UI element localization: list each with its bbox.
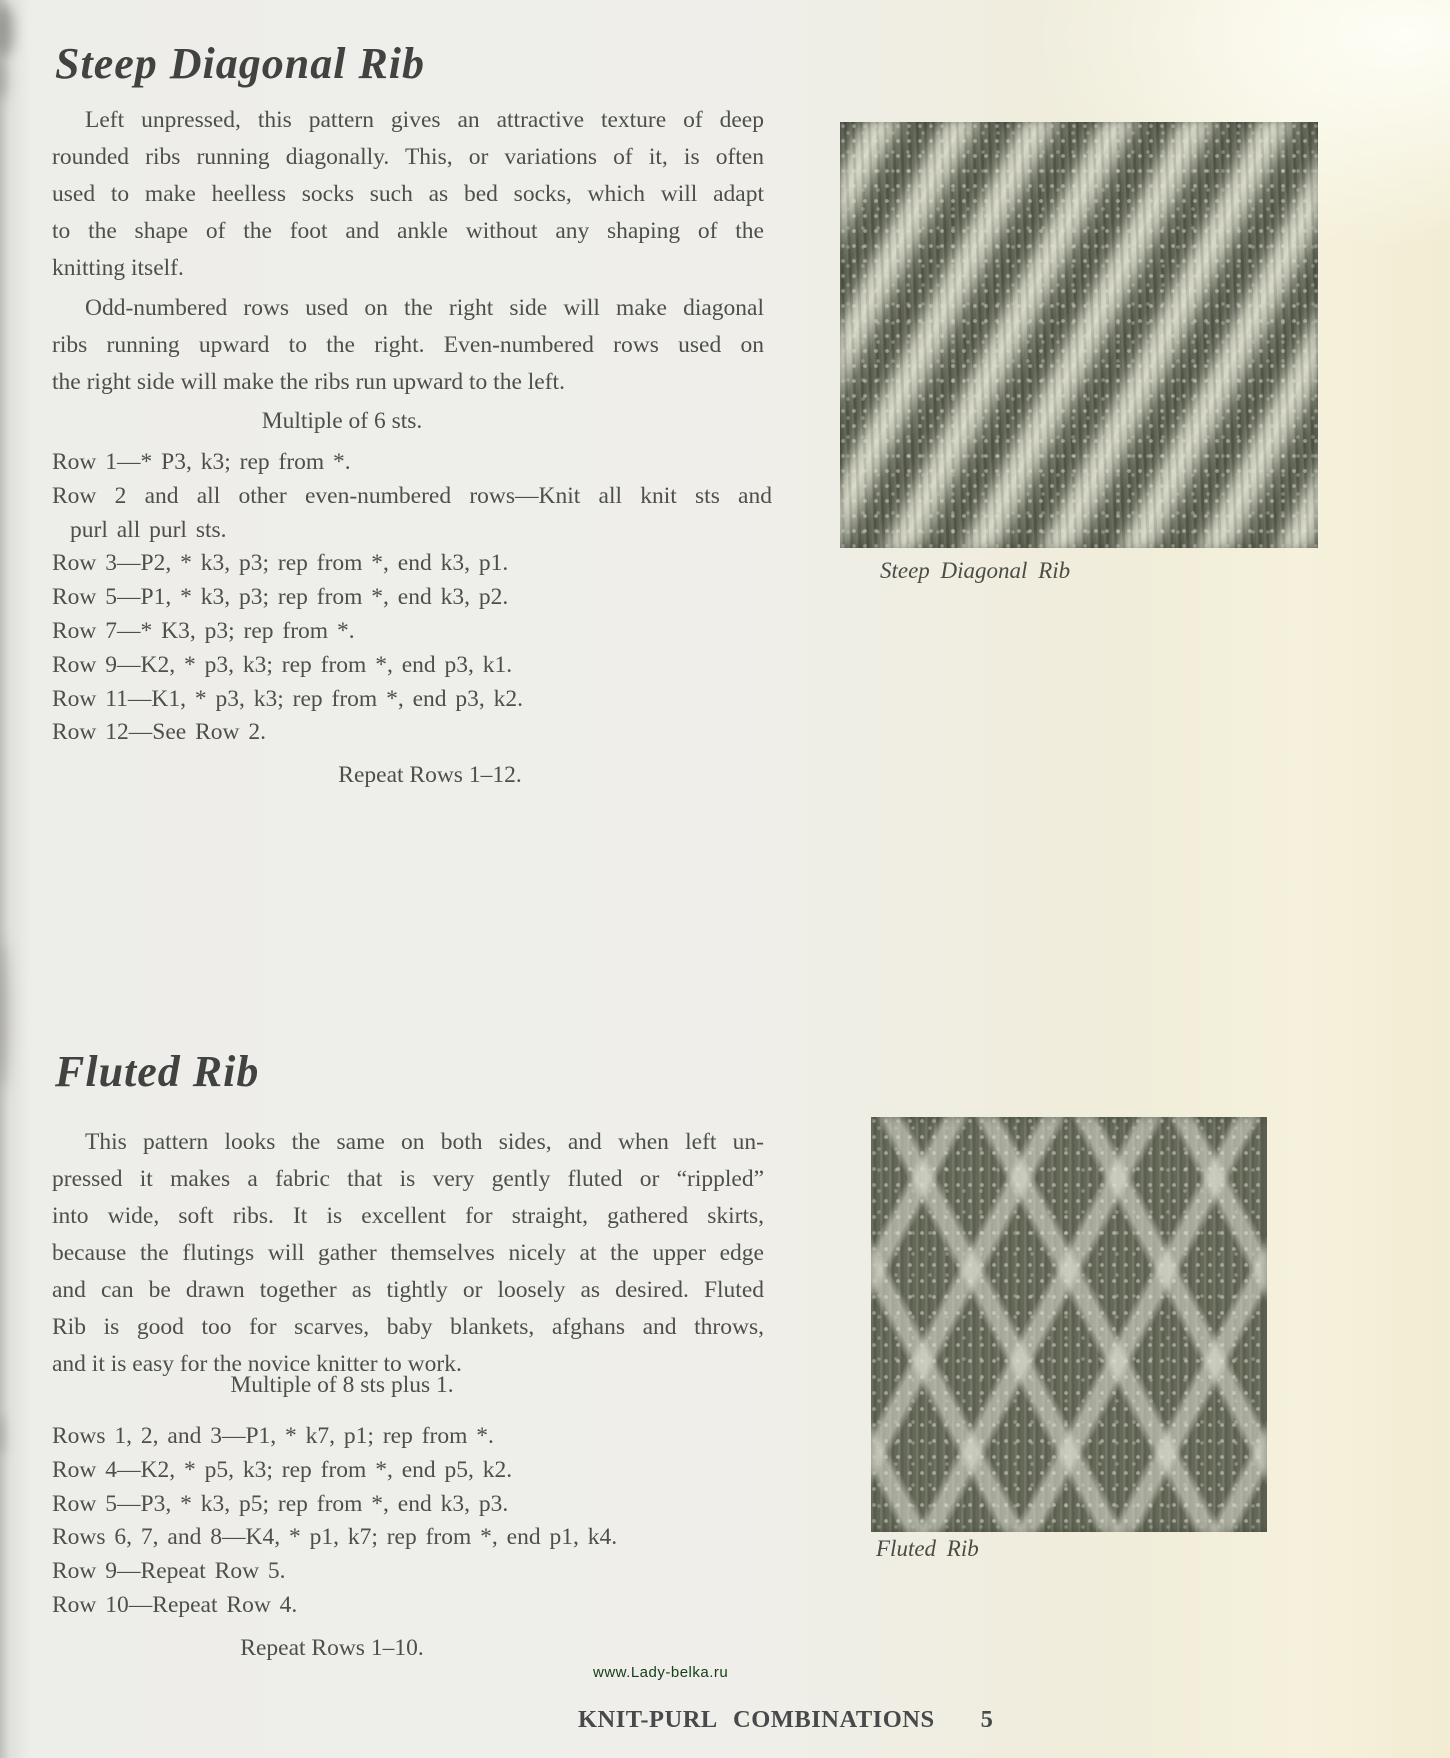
pattern-row: Rows 1, 2, and 3—P1, * k7, p1; rep from *. [52,1423,494,1449]
pattern-row: Row 7—* K3, p3; rep from *. [52,617,355,644]
pattern-row: Row 12—See Row 2. [52,719,266,746]
section-title-steep-diagonal-rib: Steep Diagonal Rib [55,39,426,88]
photo-caption: Steep Diagonal Rib [880,558,1071,583]
watermark-url: www.Lady-belka.ru [593,1664,729,1681]
text-line: Left unpressed, this pattern gives an attractive texture of deep [85,107,764,133]
text-line: used to make heelless socks such as bed socks, which will adapt [52,181,764,207]
gutter-smudge [0,4,14,58]
pattern-row: Row 11—K1, * p3, k3; rep from *, end p3, k2. [52,685,524,712]
repeat-note: Repeat Rows 1–10. [240,1635,424,1661]
knitting-photo-steep-diagonal-rib [840,122,1318,548]
pattern-row: Row 1—* P3, k3; rep from *. [52,449,351,475]
gutter-smudge [0,1415,6,1455]
page-footer [578,1706,993,1734]
text-line: pressed it makes a fabric that is very gently fluted or “rippled” [52,1166,764,1192]
footer-running-title: KNIT-PURL COMBINATIONS [578,1706,935,1733]
text-line: to the shape of the foot and ankle without any shaping of the [52,218,764,244]
text-line: knitting itself. [52,255,184,281]
pattern-row: Rows 6, 7, and 8—K4, * p1, k7; rep from *, end p1, k4. [52,1524,618,1551]
pattern-row: Row 5—P1, * k3, p3; rep from *, end k3, p2. [52,584,509,611]
pattern-row: Row 9—Repeat Row 5. [52,1558,286,1585]
photo-caption: Fluted Rib [876,1536,979,1561]
stitch-multiple-note: Multiple of 8 sts plus 1. [230,1372,454,1398]
text-line: the right side will make the ribs run upward to the left. [52,369,565,395]
section-title-fluted-rib: Fluted Rib [55,1047,260,1096]
pattern-row: Row 2 and all other even-numbered rows—Knit all knit sts and [52,482,772,509]
text-line: Odd-numbered rows used on the right side will make diagonal [85,295,764,321]
knitting-photo-fluted-rib [871,1117,1267,1532]
text-line: because the flutings will gather themselves nicely at the upper edge [52,1240,764,1266]
pattern-row: Row 4—K2, * p5, k3; rep from *, end p5, k2. [52,1456,513,1483]
text-line: and can be drawn together as tightly or loosely as desired. Fluted [52,1277,764,1303]
paragraph [52,102,764,287]
gutter-smudge [0,58,8,100]
pattern-row: Row 3—P2, * k3, p3; rep from *, end k3, p1. [52,550,509,577]
repeat-note: Repeat Rows 1–12. [338,762,522,788]
stitch-multiple-note: Multiple of 6 sts. [261,408,423,434]
pattern-row: Row 9—K2, * p3, k3; rep from *, end p3, k1. [52,651,513,678]
pattern-rows [52,1420,772,1623]
text-line: and it is easy for the novice knitter to work. [52,1351,462,1377]
pattern-row-continuation: purl all purl sts. [70,516,227,543]
pattern-row: Row 5—P3, * k3, p5; rep from *, end k3, p3. [52,1490,509,1517]
text-line: ribs running upward to the right. Even-numbered rows used on [52,332,764,358]
gutter-smudge [0,940,8,1090]
paragraph [52,1124,764,1383]
text-line: Rib is good too for scarves, baby blankets, afghans and throws, [52,1314,764,1340]
paragraph [52,290,764,401]
pattern-rows [52,446,772,750]
text-line: into wide, soft ribs. It is excellent for straight, gathered skirts, [52,1203,764,1229]
text-line: This pattern looks the same on both sides, and when left un- [85,1129,764,1155]
page-number: 5 [980,1706,994,1733]
text-line: rounded ribs running diagonally. This, or variations of it, is often [52,144,764,170]
pattern-row: Row 10—Repeat Row 4. [52,1591,298,1618]
